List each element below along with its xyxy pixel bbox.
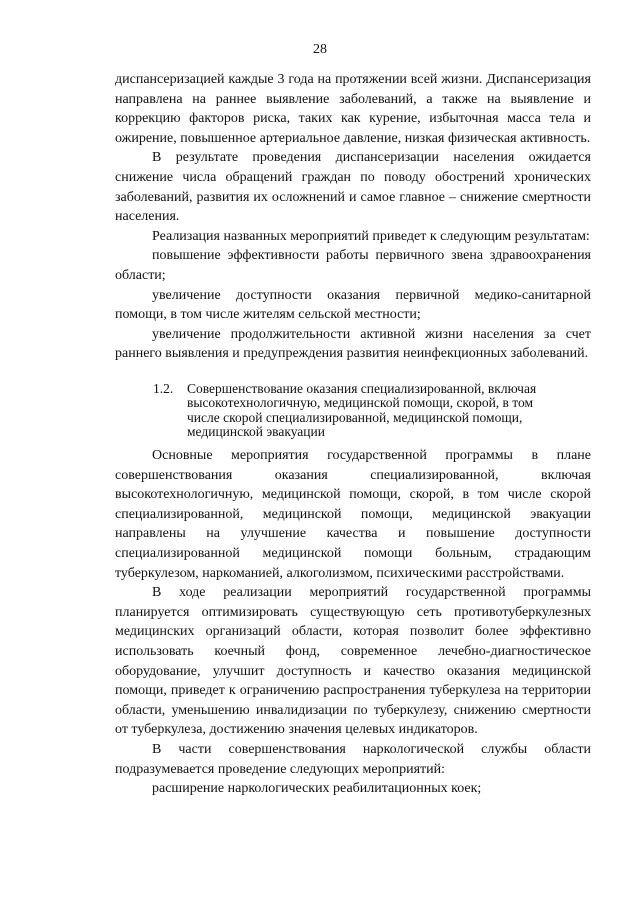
paragraph: В части совершенствования наркологической службы области подразумевается проведение следующих мероприятий:: [115, 742, 591, 777]
section-number: 1.2.: [153, 380, 174, 396]
paragraph: В результате проведения диспансеризации населения ожидается снижение числа обращений граждан по поводу обострений хронических заболеваний, развития их осложнений и самое главное – снижение смертности населения.: [115, 150, 591, 225]
section-title: Совершенствование оказания специализированной, включая высокотехнологичную, медицинской помощи, скорой, в том числе скорой специализированной, медицинской помощи, медицинской эвакуации: [187, 380, 537, 439]
list-item: увеличение продолжительности активной жизни населения за счет раннего выявления и предупреждения развития неинфекционных заболеваний.: [115, 326, 591, 362]
list-item: увеличение доступности оказания первичной медико-санитарной помощи, в том числе жителям сельской местности;: [115, 287, 591, 323]
page-body: [115, 70, 591, 799]
list-item: расширение наркологических реабилитационных коек;: [152, 781, 482, 797]
section-heading: [115, 382, 591, 439]
list-item: повышение эффективности работы первичного звена здравоохранения области;: [115, 248, 591, 283]
page-number: 28: [313, 42, 327, 57]
paragraph: диспансеризацией каждые 3 года на протяжении всей жизни. Диспансеризация направлена на раннее выявление заболеваний, а также на выявление и коррекцию факторов риска, таких как курение, избыточная масса тела и ожирение, повышенное артериальное давление, низкая физическая активность.: [115, 72, 591, 146]
paragraph: Основные мероприятия государственной программы в плане совершенствования оказания специализированной, включая высокотехнологичную, медицинской помощи, скорой, в том числе скорой специализированной, медицинской помощи, медицинской эвакуации направлены на улучшение качества и повышение доступности специализированной медицинской помощи больным, страдающим туберкулезом, наркоманией, алкоголизмом, психическими расстройствами.: [115, 448, 591, 581]
paragraph: Реализация названных мероприятий приведет к следующим результатам:: [152, 228, 590, 244]
paragraph: В ходе реализации мероприятий государственной программы планируется оптимизировать существующую сеть противотуберкулезных медицинских организаций области, которая позволит более эффективно использовать коечный фонд, современное лечебно-диагностическое оборудование, улучшит доступность и качество оказания медицинской помощи, приведет к ограничению распространения туберкулеза на территории области, уменьшению инвалидизации по туберкулезу, снижению смертности от туберкулеза, достижению значения целевых индикаторов.: [115, 585, 591, 738]
